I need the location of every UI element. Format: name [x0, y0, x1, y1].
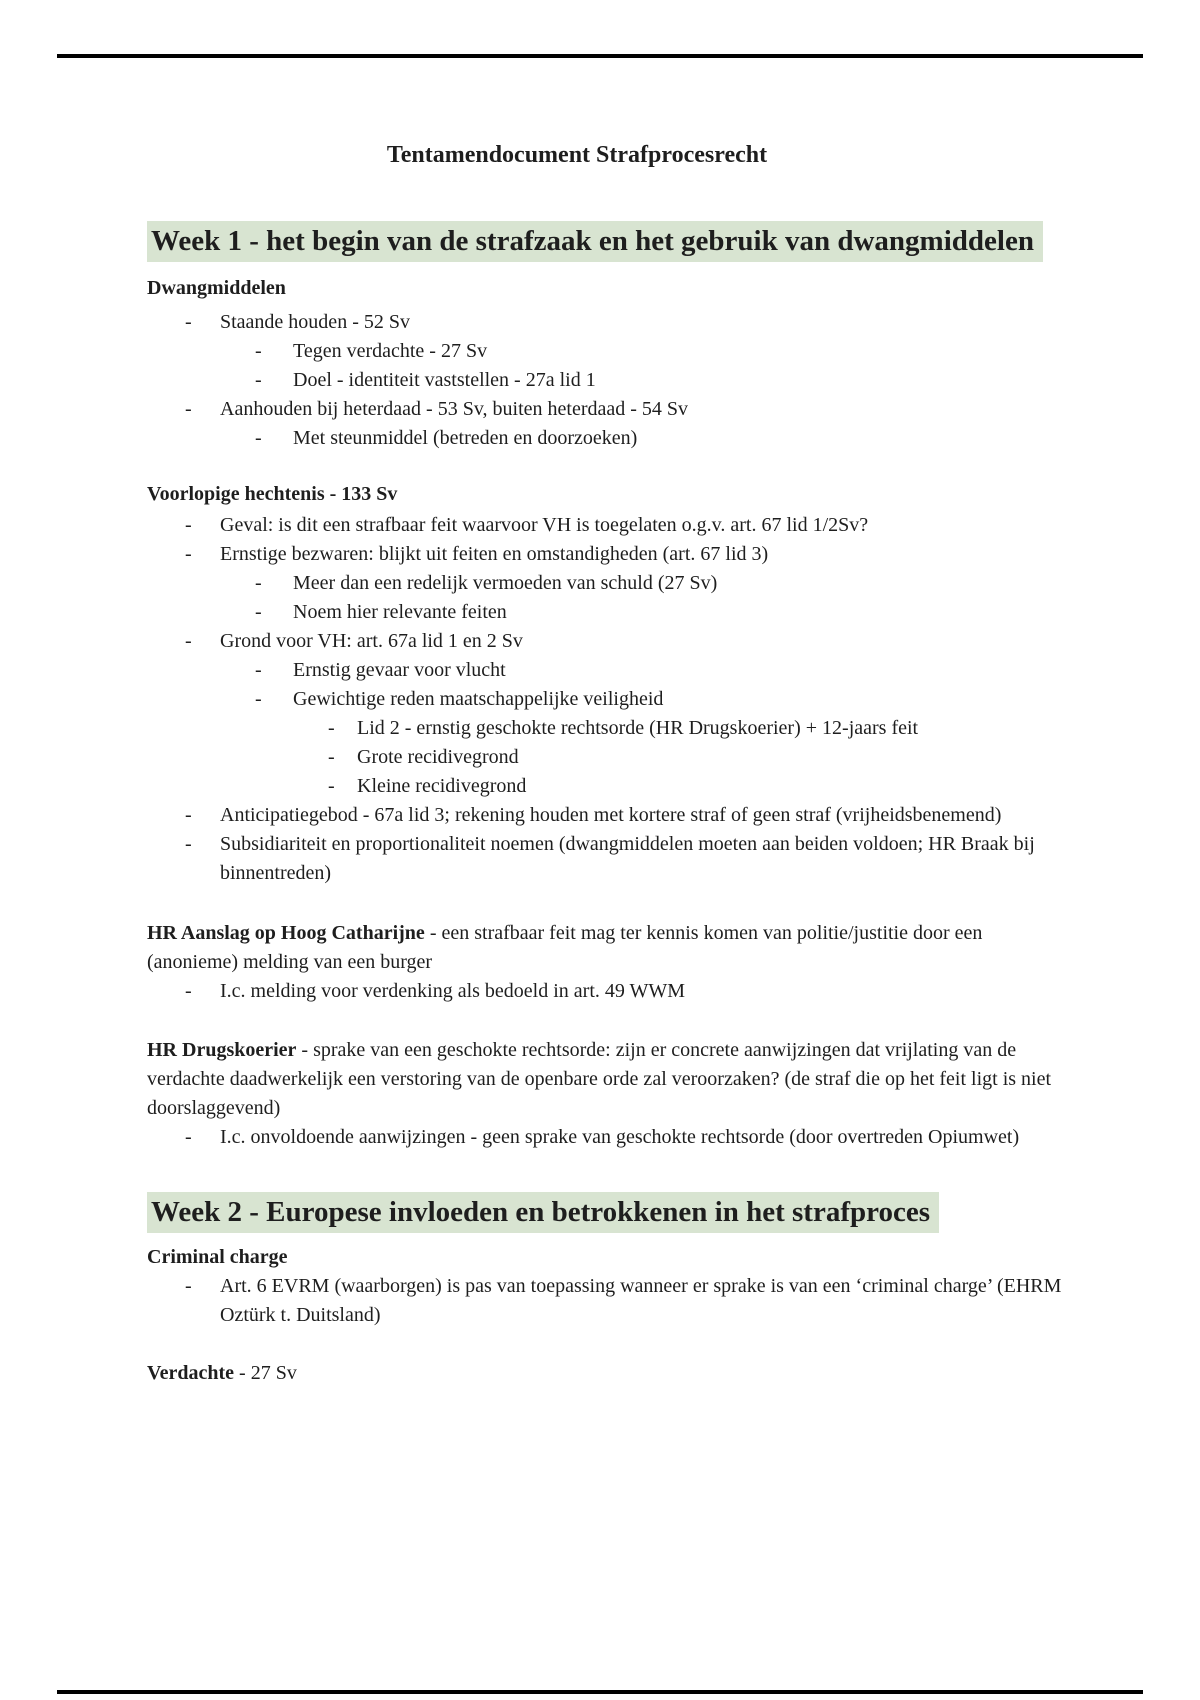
- list-item: [147, 801, 1065, 830]
- bullet-dash: -: [185, 1126, 192, 1148]
- list-item-text: Grond voor VH: art. 67a lid 1 en 2 Sv: [220, 630, 523, 652]
- bullet-dash: -: [255, 601, 262, 623]
- bullet-dash: -: [255, 369, 262, 391]
- bullet-dash: -: [185, 804, 192, 826]
- bullet-dash: -: [185, 980, 192, 1002]
- hr-aanslag-text: - een strafbaar feit mag ter kennis komen van politie/justitie door een (anonieme) melding van een burger: [147, 922, 983, 973]
- list-item: [147, 569, 1065, 598]
- bullet-dash: -: [185, 398, 192, 420]
- list-item-text: Doel - identiteit vaststellen - 27a lid 1: [293, 369, 596, 391]
- list-item-text: Lid 2 - ernstig geschokte rechtsorde (HR Drugskoerier) + 12-jaars feit: [357, 717, 919, 739]
- bottom-page-rule: [57, 1690, 1143, 1694]
- document-title: Tentamendocument Strafprocesrecht: [386, 142, 768, 168]
- list-item: [147, 598, 1065, 627]
- list-item: [147, 395, 1065, 424]
- bullet-dash: -: [328, 717, 335, 739]
- week2-heading: [147, 1193, 1065, 1231]
- list-item: [147, 977, 1065, 1006]
- hr-aanslag-case-name: HR Aanslag op Hoog Catharijne: [147, 922, 425, 944]
- bullet-dash: -: [185, 630, 192, 652]
- list-item: [147, 540, 1065, 569]
- section-heading-voorlopige-hechtenis: Voorlopige hechtenis - 133 Sv: [147, 483, 398, 505]
- hr-aanslag-list: [147, 977, 1065, 1006]
- bullet-dash: -: [185, 1275, 192, 1297]
- hr-drugskoerier-text: - sprake van een geschokte rechtsorde: zijn er concrete aanwijzingen dat vrijlating van de verdachte daadwerkelijk een verstoring van de openbare orde zal veroorzaken? (de straf die op het feit ligt is niet doorslaggevend): [147, 1039, 1052, 1119]
- week1-heading-highlight: Week 1 - het begin van de strafzaak en het gebruik van dwangmiddelen: [147, 221, 1043, 262]
- bullet-dash: -: [328, 775, 335, 797]
- list-item-text: Met steunmiddel (betreden en doorzoeken): [293, 427, 638, 449]
- voorlopige-hechtenis-list: [147, 511, 1065, 888]
- list-item: [147, 714, 1065, 743]
- list-item-text: Subsidiariteit en proportionaliteit noemen (dwangmiddelen moeten aan beiden voldoen; HR Braak bij binnentreden): [220, 833, 1035, 884]
- bullet-dash: -: [255, 340, 262, 362]
- list-item: [147, 366, 1065, 395]
- verdachte-paragraph: [147, 1359, 1065, 1388]
- bullet-dash: -: [185, 543, 192, 565]
- bullet-dash: -: [185, 311, 192, 333]
- bullet-dash: -: [255, 688, 262, 710]
- list-item: [147, 308, 1065, 337]
- week2-heading-highlight: Week 2 - Europese invloeden en betrokkenen in het strafproces: [147, 1192, 939, 1233]
- hr-aanslag-paragraph: [147, 919, 1065, 977]
- document-content: [147, 0, 1065, 1388]
- list-item: [147, 656, 1065, 685]
- dwangmiddelen-list: [147, 308, 1065, 453]
- list-item-text: Grote recidivegrond: [357, 746, 519, 768]
- list-item-text: Ernstig gevaar voor vlucht: [293, 659, 506, 681]
- bullet-dash: -: [255, 572, 262, 594]
- list-item-text: Gewichtige reden maatschappelijke veiligheid: [293, 688, 664, 710]
- list-item-text: Kleine recidivegrond: [357, 775, 527, 797]
- hr-drugskoerier-list: [147, 1123, 1065, 1152]
- list-item-text: Art. 6 EVRM (waarborgen) is pas van toepassing wanneer er sprake is van een ‘criminal charge’ (EHRM Oztürk t. Duitsland): [220, 1275, 1062, 1326]
- list-item: [147, 685, 1065, 714]
- criminal-charge-list: [147, 1272, 1065, 1330]
- list-item-text: Ernstige bezwaren: blijkt uit feiten en omstandigheden (art. 67 lid 3): [220, 543, 769, 565]
- section-heading-criminal-charge: Criminal charge: [147, 1246, 288, 1268]
- week1-heading: [147, 222, 1065, 260]
- list-item: [147, 627, 1065, 656]
- list-item-text: Tegen verdachte - 27 Sv: [293, 340, 488, 362]
- list-item: [147, 743, 1065, 772]
- hr-drugskoerier-paragraph: [147, 1036, 1065, 1123]
- list-item: [147, 1123, 1065, 1152]
- list-item-text: Geval: is dit een strafbaar feit waarvoor VH is toegelaten o.g.v. art. 67 lid 1/2Sv?: [220, 514, 869, 536]
- bullet-dash: -: [328, 746, 335, 768]
- list-item-text: Meer dan een redelijk vermoeden van schuld (27 Sv): [293, 572, 718, 594]
- section-heading-dwangmiddelen: Dwangmiddelen: [147, 277, 286, 299]
- bullet-dash: -: [185, 833, 192, 855]
- list-item-text: Staande houden - 52 Sv: [220, 311, 410, 333]
- list-item: [147, 772, 1065, 801]
- bullet-dash: -: [185, 514, 192, 536]
- verdachte-text: - 27 Sv: [234, 1362, 297, 1384]
- list-item-text: I.c. melding voor verdenking als bedoeld in art. 49 WWM: [220, 980, 686, 1002]
- list-item: [147, 1272, 1065, 1330]
- list-item-text: Anticipatiegebod - 67a lid 3; rekening houden met kortere straf of geen straf (vrijheidsbenemend): [220, 804, 1002, 826]
- list-item: [147, 424, 1065, 453]
- list-item-text: Noem hier relevante feiten: [293, 601, 507, 623]
- list-item: [147, 830, 1065, 888]
- list-item-text: I.c. onvoldoende aanwijzingen - geen sprake van geschokte rechtsorde (door overtreden Opiumwet): [220, 1126, 1020, 1148]
- bullet-dash: -: [255, 659, 262, 681]
- list-item-text: Aanhouden bij heterdaad - 53 Sv, buiten heterdaad - 54 Sv: [220, 398, 689, 420]
- list-item: [147, 511, 1065, 540]
- verdachte-term: Verdachte: [147, 1362, 235, 1384]
- list-item: [147, 337, 1065, 366]
- hr-drugskoerier-case-name: HR Drugskoerier: [147, 1039, 297, 1061]
- bullet-dash: -: [255, 427, 262, 449]
